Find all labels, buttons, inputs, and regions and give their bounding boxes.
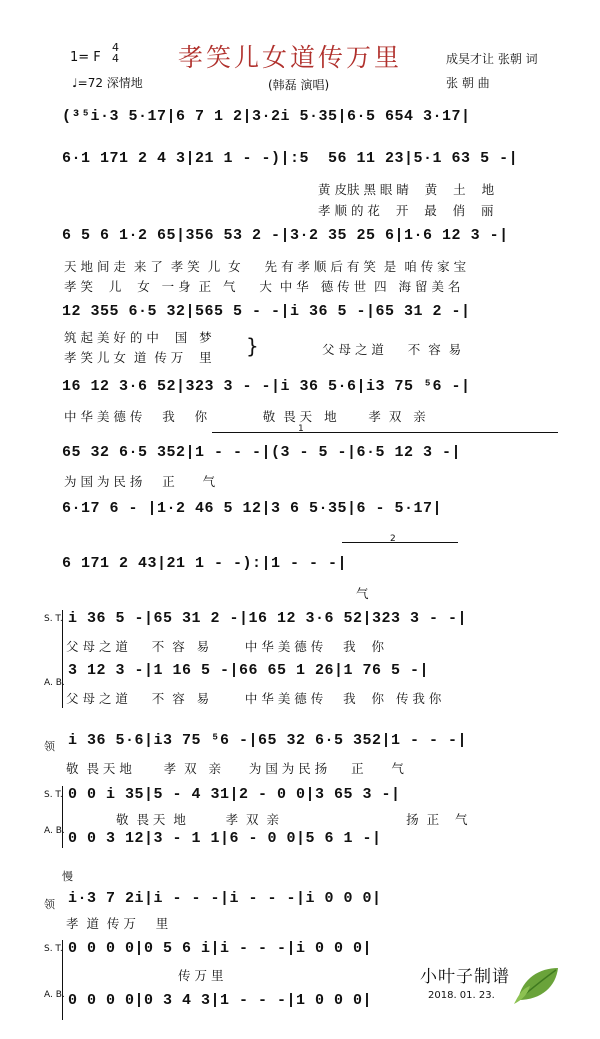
lyrics-row-4-verse-1: 筑 起 美 好 的 中 国 梦	[64, 330, 212, 345]
part3-alto-bass: 0 0 0 0|0 3 4 3|1 - - -|1 0 0 0|	[68, 992, 373, 1009]
lyrics-row-2-verse-2: 孝 顺 的 花 开 最 俏 丽	[318, 203, 494, 218]
time-top: 4	[112, 41, 119, 54]
part1-alto-bass: 3 12 3 -|1 16 5 -|66 65 1 26|1 76 5 -|	[68, 662, 430, 679]
label-lead: 领	[44, 740, 55, 753]
label-alto-bass: A. B.	[44, 678, 65, 688]
time-bottom: 4	[112, 52, 119, 65]
score-row-4: 12 355 6·5 32|565 5 - -|i 36 5 -|65 31 2 -|	[62, 303, 471, 320]
label-soprano-tenor-3: S. T.	[44, 944, 63, 954]
part1-alto-bass-lyrics: 父 母 之 道 不 容 易 中 华 美 德 传 我 你 传 我 你	[66, 691, 442, 706]
key-signature: 1= F	[70, 50, 101, 65]
verse-brace: }	[246, 334, 259, 358]
part2-soprano-tenor: 0 0 i 35|5 - 4 31|2 - 0 0|3 65 3 -|	[68, 786, 401, 803]
label-alto-bass-2: A. B.	[44, 826, 65, 836]
time-signature	[112, 42, 119, 64]
tempo-marking: ♩=72 深情地	[72, 76, 143, 90]
score-row-2: 6·1 171 2 4 3|21 1 - -)|:5 56 11 23|5·1 63 5 -|	[62, 150, 519, 167]
tempo-slow: 慢	[62, 870, 73, 883]
arrangement-date: 2018. 01. 23.	[428, 990, 495, 1001]
composer-credit: 张 朝 曲	[446, 76, 490, 90]
score-row-8: 6 171 2 43|21 1 - -):|1 - - -|	[62, 555, 348, 572]
volta-1-line	[212, 432, 558, 433]
part2-middle-lyrics: 敬 畏 天 地 孝 双 亲 扬 正 气	[116, 812, 468, 827]
volta-2-line	[342, 542, 458, 543]
lyrics-row-8: 气	[356, 586, 369, 601]
leaf-icon	[512, 962, 562, 1006]
lyrics-row-2-verse-1: 黄 皮肤 黑 眼 睛 黄 土 地	[318, 182, 495, 197]
volta-2-number: 2	[390, 534, 396, 544]
lyrics-row-4-verse-2: 孝 笑 儿 女 道 传 万 里	[64, 350, 212, 365]
lyrics-row-3-verse-1: 天 地 间 走 来 了 孝 笑 儿 女 先 有 孝 顺 后 有 笑 是 咱 传 家 宝	[64, 259, 467, 274]
lyrics-row-6: 为 国 为 民 扬 正 气	[64, 474, 216, 489]
label-soprano-tenor-2: S. T.	[44, 790, 63, 800]
score-row-6: 65 32 6·5 352|1 - - -|(3 - 5 -|6·5 12 3 -|	[62, 444, 462, 461]
part3-soprano-tenor-lyrics: 传 万 里	[178, 968, 224, 983]
score-row-7: 6·17 6 - |1·2 46 5 12|3 6 5·35|6 - 5·17|	[62, 500, 443, 517]
part3-lead: i·3 7 2i|i - - -|i - - -|i 0 0 0|	[68, 890, 382, 907]
lyrics-row-4-refrain: 父 母 之 道 不 容 易	[322, 342, 462, 357]
label-soprano-tenor: S. T.	[44, 614, 63, 624]
part1-soprano-tenor: i 36 5 -|65 31 2 -|16 12 3·6 52|323 3 - -|	[68, 610, 468, 627]
label-lead-3: 领	[44, 898, 55, 911]
volta-1-number: 1	[298, 424, 304, 434]
part2-lead: i 36 5·6|i3 75 ⁵6 -|65 32 6·5 352|1 - - -|	[68, 732, 468, 749]
part2-lead-lyrics: 敬 畏 天 地 孝 双 亲 为 国 为 民 扬 正 气	[66, 761, 404, 776]
lyrics-row-3-verse-2: 孝 笑 儿 女 一 身 正 气 大 中 华 德 传 世 四 海 留 美 名	[64, 279, 461, 294]
part3-lead-lyrics: 孝 道 传 万 里	[66, 916, 169, 931]
lyrics-row-5: 中 华 美 德 传 我 你 敬 畏 天 地 孝 双 亲	[64, 409, 426, 424]
arranger-signature: 小叶子制谱	[420, 967, 510, 987]
part2-alto-bass: 0 0 3 12|3 - 1 1|6 - 0 0|5 6 1 -|	[68, 830, 382, 847]
part3-soprano-tenor: 0 0 0 0|0 5 6 i|i - - -|i 0 0 0|	[68, 940, 373, 957]
song-title: 孝笑儿女道传万里	[178, 43, 403, 72]
label-alto-bass-3: A. B.	[44, 990, 65, 1000]
score-row-5: 16 12 3·6 52|323 3 - -|i 36 5·6|i3 75 ⁵6 -|	[62, 378, 471, 395]
lyricist-credit: 成昊才让 张朝 词	[446, 52, 538, 66]
score-row-1: (³⁵i·3 5·17|6 7 1 2|3·2i 5·35|6·5 654 3·17|	[62, 108, 471, 125]
performer-note: (韩磊 演唱)	[268, 78, 330, 92]
part1-soprano-tenor-lyrics: 父 母 之 道 不 容 易 中 华 美 德 传 我 你	[66, 639, 385, 654]
score-row-3: 6 5 6 1·2 65|356 53 2 -|3·2 35 25 6|1·6 12 3 -|	[62, 227, 509, 244]
